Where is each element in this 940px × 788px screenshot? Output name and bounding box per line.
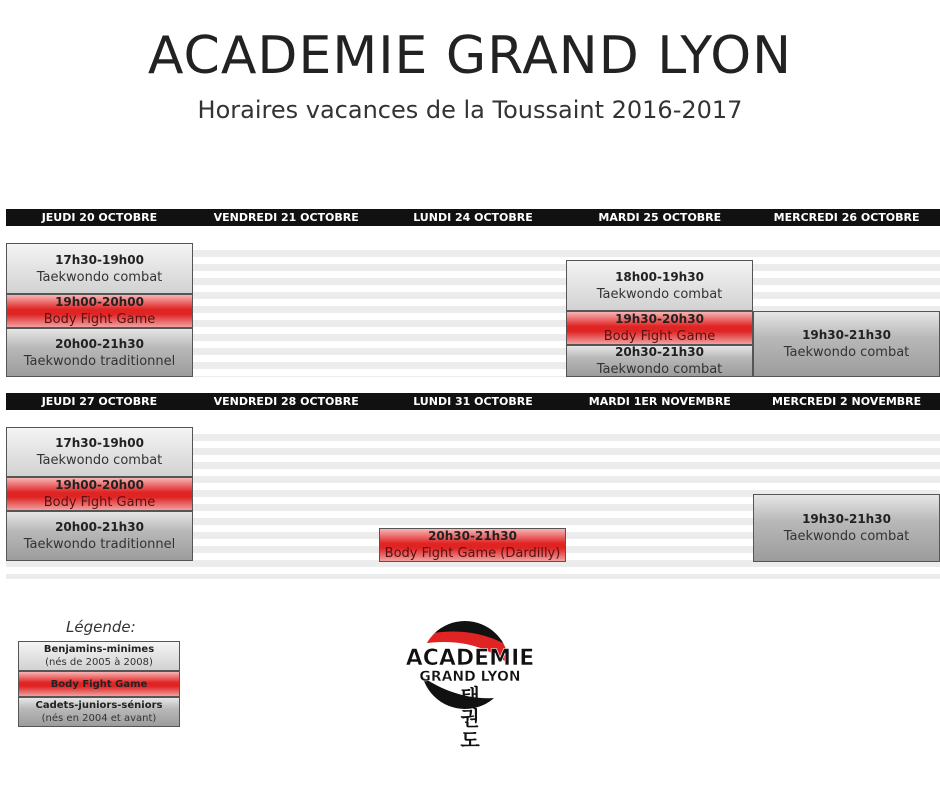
week-2-schedule — [6, 393, 940, 579]
day-header: MERCREDI 2 NOVEMBRE — [772, 395, 922, 408]
session-block — [566, 260, 753, 311]
session-name: Body Fight Game — [43, 312, 156, 327]
page-title: ACADEMIE GRAND LYON — [147, 26, 793, 86]
week-1-schedule — [6, 209, 940, 379]
legend-item-benjamins — [18, 641, 180, 671]
session-name: Body Fight Game (Dardilly) — [384, 546, 561, 561]
logo-hangul-3: 도 — [460, 728, 480, 752]
session-name: Body Fight Game — [603, 329, 716, 344]
legend-label: Body Fight Game — [50, 678, 148, 690]
session-block — [6, 328, 193, 377]
legend-title: Légende: — [66, 618, 136, 636]
session-block — [6, 243, 193, 294]
session-block — [6, 427, 193, 477]
session-name: Taekwondo combat — [36, 269, 163, 285]
day-header: MARDI 25 OCTOBRE — [598, 211, 722, 224]
academie-logo — [395, 615, 545, 755]
session-block — [6, 294, 193, 328]
page-subtitle: Horaires vacances de la Toussaint 2016-2017 — [197, 96, 743, 124]
session-name: Taekwondo combat — [596, 362, 723, 377]
day-header: VENDREDI 21 OCTOBRE — [213, 211, 359, 224]
session-name: Taekwondo combat — [36, 453, 163, 468]
session-block — [566, 345, 753, 377]
legend-sublabel: (nés de 2005 à 2008) — [45, 657, 153, 668]
session-name: Taekwondo traditionnel — [23, 537, 176, 552]
session-time: 19h30-21h30 — [802, 512, 891, 526]
legend-sublabel: (nés en 2004 et avant) — [41, 713, 157, 724]
session-block — [753, 494, 940, 562]
day-header: MERCREDI 26 OCTOBRE — [773, 211, 920, 224]
logo-line-1: ACADEMIE — [405, 646, 535, 671]
session-time: 19h00-20h00 — [55, 295, 144, 309]
session-name: Body Fight Game — [43, 495, 156, 510]
session-block — [753, 311, 940, 377]
day-header: LUNDI 24 OCTOBRE — [413, 211, 533, 224]
logo-line-2: GRAND LYON — [419, 669, 521, 685]
legend-item-cadets — [18, 697, 180, 727]
week-1-header — [6, 209, 940, 226]
day-header: JEUDI 27 OCTOBRE — [41, 395, 158, 408]
session-name: Taekwondo traditionnel — [23, 353, 176, 369]
session-block — [566, 311, 753, 345]
session-time: 20h00-21h30 — [55, 336, 144, 351]
session-block — [6, 477, 193, 511]
session-time: 17h30-19h00 — [55, 436, 144, 450]
session-time: 19h00-20h00 — [55, 478, 144, 492]
week-2-header — [6, 393, 940, 410]
session-block — [379, 528, 566, 562]
legend-label: Cadets-juniors-séniors — [35, 700, 163, 711]
session-time: 19h30-21h30 — [802, 328, 891, 342]
session-block — [6, 511, 193, 561]
session-time: 18h00-19h30 — [615, 269, 704, 284]
session-time: 17h30-19h00 — [55, 252, 144, 267]
legend-item-body-fight — [18, 671, 180, 697]
session-name: Taekwondo combat — [783, 529, 910, 544]
day-header: JEUDI 20 OCTOBRE — [41, 211, 158, 224]
day-header: LUNDI 31 OCTOBRE — [413, 395, 533, 408]
session-time: 19h30-20h30 — [615, 312, 704, 326]
session-time: 20h30-21h30 — [428, 529, 517, 543]
legend-label: Benjamins-minimes — [43, 644, 155, 655]
session-name: Taekwondo combat — [596, 286, 723, 302]
session-time: 20h00-21h30 — [55, 520, 144, 534]
logo-hangul-1: 태 — [460, 684, 480, 708]
day-header: MARDI 1ER NOVEMBRE — [588, 395, 731, 408]
logo-hangul-2: 권 — [460, 706, 480, 730]
session-name: Taekwondo combat — [783, 345, 910, 360]
day-header: VENDREDI 28 OCTOBRE — [213, 395, 359, 408]
session-time: 20h30-21h30 — [615, 345, 704, 359]
